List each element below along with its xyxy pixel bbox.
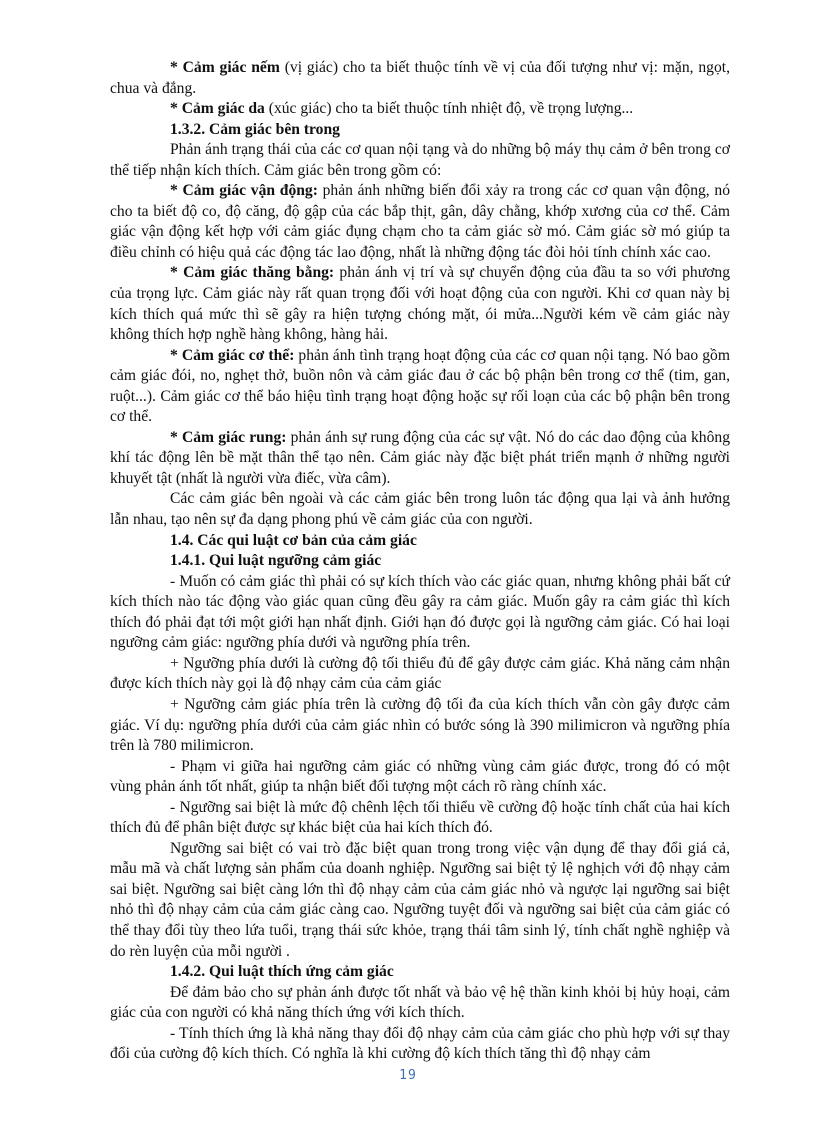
paragraph-taste-sense: * Cảm giác nếm (vị giác) cho ta biết thuộc tính về vị của đối tượng như vị: mặn, ngọt, chua và đắng. bbox=[110, 59, 730, 97]
page-number: 19 bbox=[399, 1068, 417, 1083]
section-heading: 1.4.1. Qui luật ngưỡng cảm giác bbox=[170, 552, 382, 570]
paragraph-motor-sense: * Cảm giác vận động: phản ánh những biến đổi xảy ra trong các cơ quan vận động, nó cho ta biết độ co, độ căng, độ gập của các bắp thịt, gân, dây chằng, khớp xương của cơ thể. Cảm giác vận động kết hợp với cảm giác đụng chạm cho ta cảm giác sờ mó. Cảm giác sờ mó giúp ta điều chỉnh có hiệu quả các động tác lao động, nhất là những động tác đòi hỏi tính chính xác cao. bbox=[110, 182, 730, 261]
paragraph: + Ngưỡng cảm giác phía trên là cường độ tối đa của kích thích vẫn còn gây được cảm giác. Ví dụ: ngưỡng phía dưới của cảm giác nhìn có bước sóng là 390 milimicron và ngưỡng phía trên là 780 milimicron. bbox=[110, 695, 730, 755]
document-body bbox=[110, 58, 730, 1065]
paragraph-body-sense: * Cảm giác cơ thể: phản ánh tình trạng hoạt động của các cơ quan nội tạng. Nó bao gồm cảm giác đói, no, nghẹt thở, buồn nôn và cảm giác đau ở các bộ phận bên trong cơ thể (tim, gan, ruột...). Cảm giác cơ thể báo hiệu tình trạng hoạt động hoặc sự rối loạn của các bộ phận bên trong cơ thể. bbox=[110, 346, 730, 426]
section-heading: 1.4. Các qui luật cơ bản của cảm giác bbox=[170, 531, 417, 549]
paragraph: Ngưỡng sai biệt có vai trò đặc biệt quan trong trong việc vận dụng để thay đổi giá cả, mẫu mã và chất lượng sản phẩm của doanh nghiệp. Ngưỡng sai biệt tỷ lệ nghịch với độ nhạy cảm sai biệt. Ngưỡng sai biệt càng lớn thì độ nhạy cảm của cảm giác nhỏ và ngược lại ngưỡng sai biệt nhỏ thì độ nhạy cảm của cảm giác càng cao. Ngưỡng tuyệt đối và ngưỡng sai biệt của cảm giác có thể thay đổi tùy theo lứa tuổi, trạng thái sức khỏe, trạng thái tâm sinh lý, tính chất nghề nghiệp và do rèn luyện của mỗi người . bbox=[110, 839, 730, 960]
paragraph-vibration-sense: * Cảm giác rung: phản ánh sự rung động của các sự vật. Nó do các dao động của không khí tác động lên bề mặt thân thể tạo nên. Cảm giác này đặc biệt phát triển mạnh ở những người khuyết tật (nhất là người vừa điếc, vừa câm). bbox=[110, 428, 730, 487]
paragraph: + Ngưỡng phía dưới là cường độ tối thiểu đủ để gây được cảm giác. Khả năng cảm nhận được kích thích này gọi là độ nhạy cảm của cảm giác bbox=[110, 654, 730, 693]
paragraph: - Tính thích ứng là khả năng thay đổi độ nhạy cảm của cảm giác cho phù hợp với sự thay đổi của cường độ kích thích. Có nghĩa là khi cường độ kích thích tăng thì độ nhạy cảm bbox=[110, 1024, 730, 1063]
paragraph: - Ngưỡng sai biệt là mức độ chênh lệch tối thiểu về cường độ hoặc tính chất của hai kích thích đủ để phân biệt được sự khác biệt của hai kích thích đó. bbox=[110, 798, 730, 837]
paragraph: Các cảm giác bên ngoài và các cảm giác bên trong luôn tác động qua lại và ảnh hưởng lẫn nhau, tạo nên sự đa dạng phong phú về cảm giác của con người. bbox=[110, 490, 730, 529]
paragraph: Để đảm bảo cho sự phản ánh được tốt nhất và bảo vệ hệ thần kinh khỏi bị hủy hoại, cảm giác của con người có khả năng thích ứng với kích thích. bbox=[110, 983, 730, 1022]
paragraph-balance-sense: * Cảm giác thăng bằng: phản ánh vị trí và sự chuyển động của đầu ta so với phương của trọng lực. Cảm giác này rất quan trọng đối với hoạt động của con người. Khi cơ quan này bị kích thích quá mức thì sẽ gây ra hiện tượng chóng mặt, ói mửa...Người kém về cảm giác này không thích hợp nghề hàng không, hàng hải. bbox=[110, 264, 730, 344]
paragraph: - Muốn có cảm giác thì phải có sự kích thích vào các giác quan, nhưng không phải bất cứ kích thích nào tác động vào giác quan cũng đều gây ra cảm giác. Muốn gây ra cảm giác thì kích thích đó phải đạt tới một giới hạn nhất định. Giới hạn đó được gọi là ngưỡng cảm giác. Có hai loại ngưỡng cảm giác: ngưỡng phía dưới và ngưỡng phía trên. bbox=[110, 572, 730, 652]
paragraph: Phản ánh trạng thái của các cơ quan nội tạng và do những bộ máy thụ cảm ở bên trong cơ thể tiếp nhận kích thích. Cảm giác bên trong gồm có: bbox=[110, 141, 730, 179]
section-heading: 1.3.2. Cảm giác bên trong bbox=[170, 120, 340, 138]
paragraph: - Phạm vi giữa hai ngưỡng cảm giác có những vùng cảm giác được, trong đó có một vùng phản ánh tốt nhất, giúp ta nhận biết đối tượng một cách rõ ràng chính xác. bbox=[110, 757, 730, 796]
section-heading: 1.4.2. Qui luật thích ứng cảm giác bbox=[170, 963, 394, 981]
paragraph-skin-sense: * Cảm giác da (xúc giác) cho ta biết thuộc tính nhiệt độ, về trọng lượng... bbox=[170, 100, 634, 118]
